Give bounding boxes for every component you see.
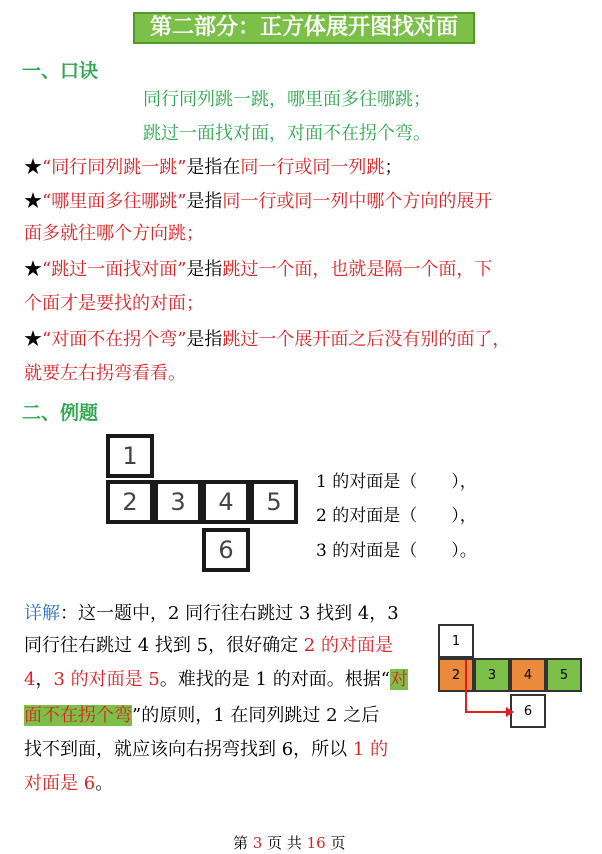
solution-line-2 [24, 634, 393, 658]
star-icon: ★ [24, 259, 42, 280]
meaning: 跳过一个展开面之后没有别的面了， [222, 329, 511, 350]
solution-text: ：这一题中，2 同行往右跳过 3 找到 4，3 [60, 603, 399, 624]
quote: “跳过一面找对面” [42, 259, 187, 280]
question-1: 1 的对面是（ ）， [316, 472, 477, 492]
page-total: 16 [306, 834, 326, 852]
explanation-2-cont: 面多就往哪个方向跳； [24, 223, 204, 244]
meaning: 同一行或同一列跳 [240, 157, 385, 178]
solution-line-3 [24, 668, 408, 692]
star-icon: ★ [24, 329, 42, 350]
solution-line-1 [24, 602, 399, 626]
connector: 是指在 [186, 157, 241, 178]
small-net-cell-2: 2 [438, 658, 474, 692]
small-net-cell-5: 5 [546, 658, 582, 692]
explanation-3-cont: 个面才是要找的对面； [24, 293, 204, 314]
solution-text: 。 [95, 773, 114, 794]
solution-label: 详解 [24, 603, 60, 624]
quote: “哪里面多往哪跳” [42, 191, 187, 212]
net-cell-1: 1 [106, 434, 154, 478]
page-title: 第二部分：正方体展开图找对面 [133, 12, 475, 44]
star-icon: ★ [24, 191, 42, 212]
connector: 是指 [186, 259, 223, 280]
small-net-cell-1: 1 [438, 624, 474, 658]
section-heading-rhyme: 一、口诀 [22, 60, 99, 82]
solution-answer: 4 [24, 669, 36, 690]
solution-text: ， [35, 669, 54, 690]
quote: “同行同列跳一跳” [42, 157, 187, 178]
solution-highlight: 面不在拐个弯 [24, 705, 132, 726]
solution-text: 找不到面，就应该向右拐弯找到 6，所以 [24, 739, 353, 760]
meaning: 跳过一个面，也就是隔一个面，下 [222, 259, 493, 280]
explanation-4-cont: 就要左右拐弯看看。 [24, 363, 186, 384]
footer-text: 第 [233, 834, 253, 852]
solution-line-6 [24, 772, 113, 796]
net-cell-5: 5 [250, 480, 298, 524]
net-cell-2: 2 [106, 480, 154, 524]
solution-answer: 1 的 [352, 739, 389, 760]
explanation-4 [24, 328, 510, 352]
rhyme-line-2: 跳过一面找对面，对面不在拐个弯。 [143, 123, 431, 144]
small-net-cell-4: 4 [510, 658, 546, 692]
solution-text: 。难找的是 1 的对面。根据“ [159, 669, 390, 690]
section-heading-example: 二、例题 [22, 402, 99, 424]
solution-highlight: 对 [389, 669, 408, 690]
solution-answer: 2 的对面是 [303, 635, 393, 656]
net-cell-4: 4 [202, 480, 250, 524]
net-cell-3: 3 [154, 480, 202, 524]
solution-text: 同行往右跳过 4 找到 5，很好确定 [24, 635, 304, 656]
meaning: 同一行或同一列中哪个方向的展开 [222, 191, 493, 212]
end-punct: ； [384, 157, 403, 178]
question-3: 3 的对面是（ ）。 [316, 541, 477, 561]
star-icon: ★ [24, 157, 42, 178]
footer-text: 页 共 [262, 834, 307, 852]
page-number: 3 [252, 834, 263, 852]
quote: “对面不在拐个弯” [42, 329, 187, 350]
small-net-cell-3: 3 [474, 658, 510, 692]
solution-line-5 [24, 738, 388, 762]
solution-line-4 [24, 704, 379, 728]
footer-text: 页 [325, 834, 346, 852]
explanation-2 [24, 190, 492, 214]
small-net-cell-6: 6 [510, 694, 546, 728]
solution-answer: 3 的对面是 5 [53, 669, 160, 690]
solution-text: ”的原则，1 在同列跳过 2 之后 [132, 705, 380, 726]
question-2: 2 的对面是（ ）， [316, 506, 477, 526]
connector: 是指 [186, 329, 223, 350]
solution-answer: 对面是 6 [24, 773, 96, 794]
page-footer [233, 832, 346, 853]
explanation-1 [24, 156, 402, 180]
turn-arrow-icon [440, 650, 520, 720]
net-cell-6: 6 [202, 528, 250, 572]
rhyme-line-1: 同行同列跳一跳，哪里面多往哪跳； [143, 89, 431, 110]
connector: 是指 [186, 191, 223, 212]
explanation-3 [24, 258, 492, 282]
